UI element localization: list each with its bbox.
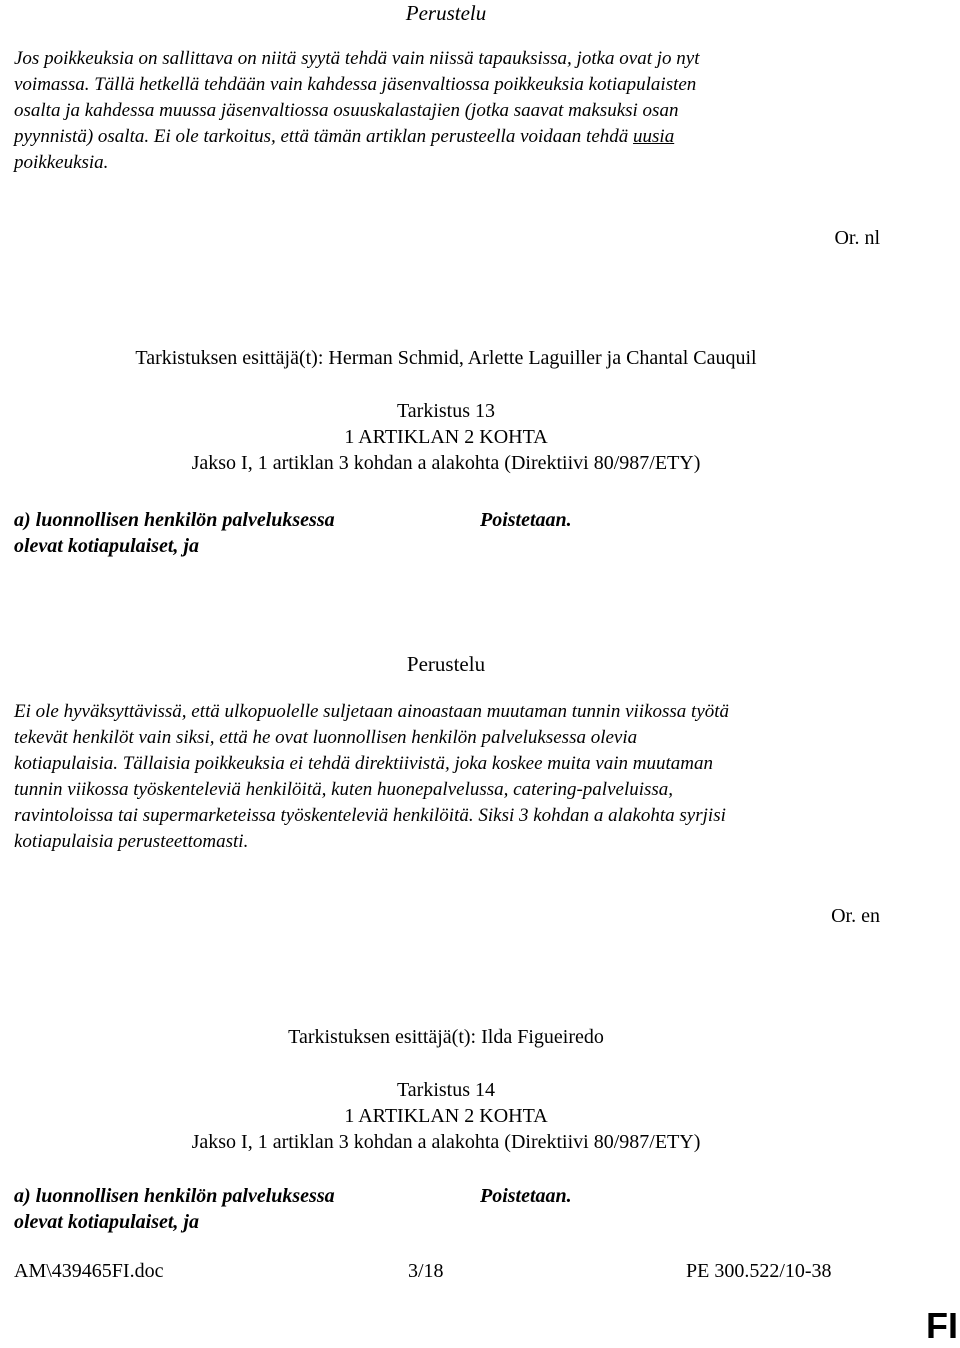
paragraph-line: kotiapulaisia perusteettomasti.: [14, 831, 249, 852]
original-text-line: a) luonnollisen henkilön palveluksessa: [14, 509, 335, 531]
amendment-reference-14: Jakso I, 1 artiklan 3 kohdan a alakohta (Direktiivi 80/987/ETY): [191, 1131, 701, 1153]
language-code: FI: [926, 1305, 958, 1346]
amendment-number-14: Tarkistus 14: [396, 1079, 496, 1101]
justification-title-1: Perustelu: [405, 1, 487, 25]
original-text-line: olevat kotiapulaiset, ja: [14, 535, 199, 557]
paragraph-line: Jos poikkeuksia on sallittava on niitä syytä tehdä vain niissä tapauksissa, jotka ovat jo nyt: [14, 48, 700, 69]
paragraph-line: voimassa. Tällä hetkellä tehdään vain kahdessa jäsenvaltiossa poikkeuksia kotiapulaisten: [14, 74, 697, 95]
amendment-article-14: 1 ARTIKLAN 2 KOHTA: [344, 1105, 548, 1127]
footer-reference: PE 300.522/10-38: [686, 1260, 832, 1282]
justification-title-2: Perustelu: [406, 652, 486, 676]
amendment-article-13: 1 ARTIKLAN 2 KOHTA: [344, 426, 548, 448]
paragraph-line: tunnin viikossa työskenteleviä henkilöitä, kuten huonepalvelussa, catering-palveluissa,: [14, 779, 674, 800]
original-text-line: a) luonnollisen henkilön palveluksessa: [14, 1185, 335, 1207]
amendment-number-13: Tarkistus 13: [396, 400, 496, 422]
amendment-reference-13: Jakso I, 1 artiklan 3 kohdan a alakohta (Direktiivi 80/987/ETY): [191, 452, 701, 474]
paragraph-line: kotiapulaisia. Tällaisia poikkeuksia ei tehdä direktiivistä, joka koskee muita vain muutaman: [14, 753, 714, 774]
amendment-new-text-14: Poistetaan.: [480, 1185, 572, 1207]
origin-language-2: Or. en: [831, 905, 880, 927]
amendment-author-14: Tarkistuksen esittäjä(t): Ilda Figueiredo: [288, 1026, 604, 1048]
amendment-original-text-13: [14, 507, 454, 559]
paragraph-line: [14, 124, 894, 150]
origin-language-1: Or. nl: [834, 227, 880, 249]
paragraph-line: poikkeuksia.: [14, 152, 109, 173]
justification-paragraph-1: [14, 46, 894, 176]
amendment-original-text-14: [14, 1183, 454, 1235]
underlined-word: uusia: [633, 126, 675, 147]
justification-paragraph-2: [14, 699, 894, 855]
footer-page-number: 3/18: [408, 1260, 444, 1282]
paragraph-line: Ei ole hyväksyttävissä, että ulkopuolelle suljetaan ainoastaan muutaman tunnin viikossa työtä: [14, 701, 730, 722]
paragraph-line-text: pyynnistä) osalta. Ei ole tarkoitus, että tämän artiklan perusteella voidaan tehdä: [14, 126, 634, 147]
original-text-line: olevat kotiapulaiset, ja: [14, 1211, 199, 1233]
paragraph-line: ravintoloissa tai supermarketeissa työskenteleviä henkilöitä. Siksi 3 kohdan a alakohta syrjisi: [14, 805, 726, 826]
amendment-new-text-13: Poistetaan.: [480, 509, 572, 531]
footer-doc-name: AM\439465FI.doc: [14, 1260, 164, 1282]
paragraph-line: tekevät henkilöt vain siksi, että he ovat luonnollisen henkilön palveluksessa olevia: [14, 727, 638, 748]
amendment-author-13: Tarkistuksen esittäjä(t): Herman Schmid, Arlette Laguiller ja Chantal Cauquil: [135, 347, 757, 369]
paragraph-line: osalta ja kahdessa muussa jäsenvaltiossa osuuskalastajien (jotka saavat maksuksi osan: [14, 100, 679, 121]
